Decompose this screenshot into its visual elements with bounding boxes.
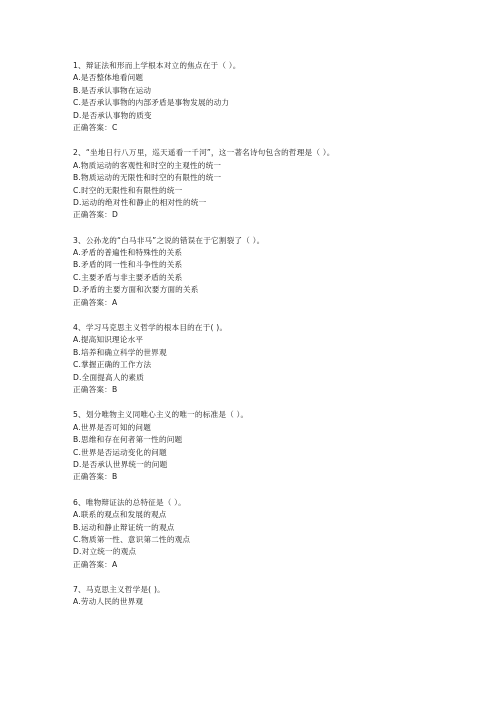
- option-c: C.掌握正确的工作方法: [73, 360, 152, 370]
- question-1: [73, 60, 473, 134]
- correct-answer: 正确答案：B: [73, 384, 118, 394]
- correct-answer: 正确答案：A: [73, 559, 118, 569]
- option-a: A.物质运动的客观性和时空的主观性的统一: [73, 160, 222, 170]
- question-4: [73, 322, 473, 396]
- question-3: [73, 235, 473, 309]
- option-c: C.时空的无限性和有限性的统一: [73, 185, 183, 195]
- question-stem: 2、“坐地日行八万里，巡天遥看一千河”，这一著名诗句包含的哲理是（ ）。: [73, 148, 335, 158]
- question-stem: 5、划分唯物主义同唯心主义的唯一的标准是（ ）。: [73, 410, 249, 420]
- question-6: [73, 497, 473, 571]
- question-stem: 6、唯物辩证法的总特征是（ ）。: [73, 497, 186, 507]
- option-c: C.世界是否运动变化的问题: [73, 447, 167, 457]
- option-d: D.矛盾的主要方面和次要方面的关系: [73, 285, 199, 295]
- option-d: D.运动的绝对性和静止的相对性的统一: [73, 197, 207, 207]
- question-stem: 7、马克思主义哲学是( )。: [73, 585, 165, 595]
- option-b: B.是否承认事物在运动: [73, 85, 152, 95]
- correct-answer: 正确答案：A: [73, 297, 118, 307]
- option-c: C.是否承认事物的内部矛盾是事物发展的动力: [73, 98, 230, 108]
- correct-answer: 正确答案：C: [73, 122, 118, 132]
- question-2: [73, 147, 473, 221]
- question-7: [73, 584, 473, 609]
- question-stem: 1、辩证法和形而上学根本对立的焦点在于（ ）。: [73, 61, 241, 70]
- option-d: D.全面提高人的素质: [73, 372, 145, 382]
- option-b: B.培养和确立科学的世界观: [73, 347, 167, 357]
- option-d: D.是否承认事物的质变: [73, 110, 152, 120]
- correct-answer: 正确答案：B: [73, 472, 118, 482]
- option-c: C.物质第一性、意识第二性的观点: [73, 534, 191, 544]
- option-a: A.是否整体地看问题: [73, 73, 144, 83]
- option-d: D.对立统一的观点: [73, 547, 137, 557]
- option-b: B.运动和静止辩证统一的观点: [73, 522, 175, 532]
- document-page: [73, 60, 473, 622]
- option-b: B.矛盾的同一性和斗争性的关系: [73, 260, 183, 270]
- option-a: A.提高知识理论水平: [73, 335, 144, 345]
- question-stem: 3、公孙龙的“白马非马”之说的错误在于它割裂了（ ）。: [73, 235, 265, 245]
- option-a: A.矛盾的普遍性和特殊性的关系: [73, 248, 183, 258]
- option-b: B.思维和存在何者第一性的问题: [73, 435, 183, 445]
- option-b: B.物质运动的无限性和时空的有限性的统一: [73, 173, 222, 183]
- correct-answer: 正确答案：D: [73, 210, 119, 220]
- question-5: [73, 409, 473, 483]
- option-c: C.主要矛盾与非主要矛盾的关系: [73, 272, 183, 282]
- option-a: A.世界是否可知的问题: [73, 422, 152, 432]
- option-a: A.联系的观点和发展的观点: [73, 510, 167, 520]
- question-stem: 4、学习马克思主义哲学的根本目的在于( )。: [73, 323, 228, 333]
- option-a: A.劳动人民的世界观: [73, 597, 144, 607]
- option-d: D.是否承认世界统一的问题: [73, 459, 168, 469]
